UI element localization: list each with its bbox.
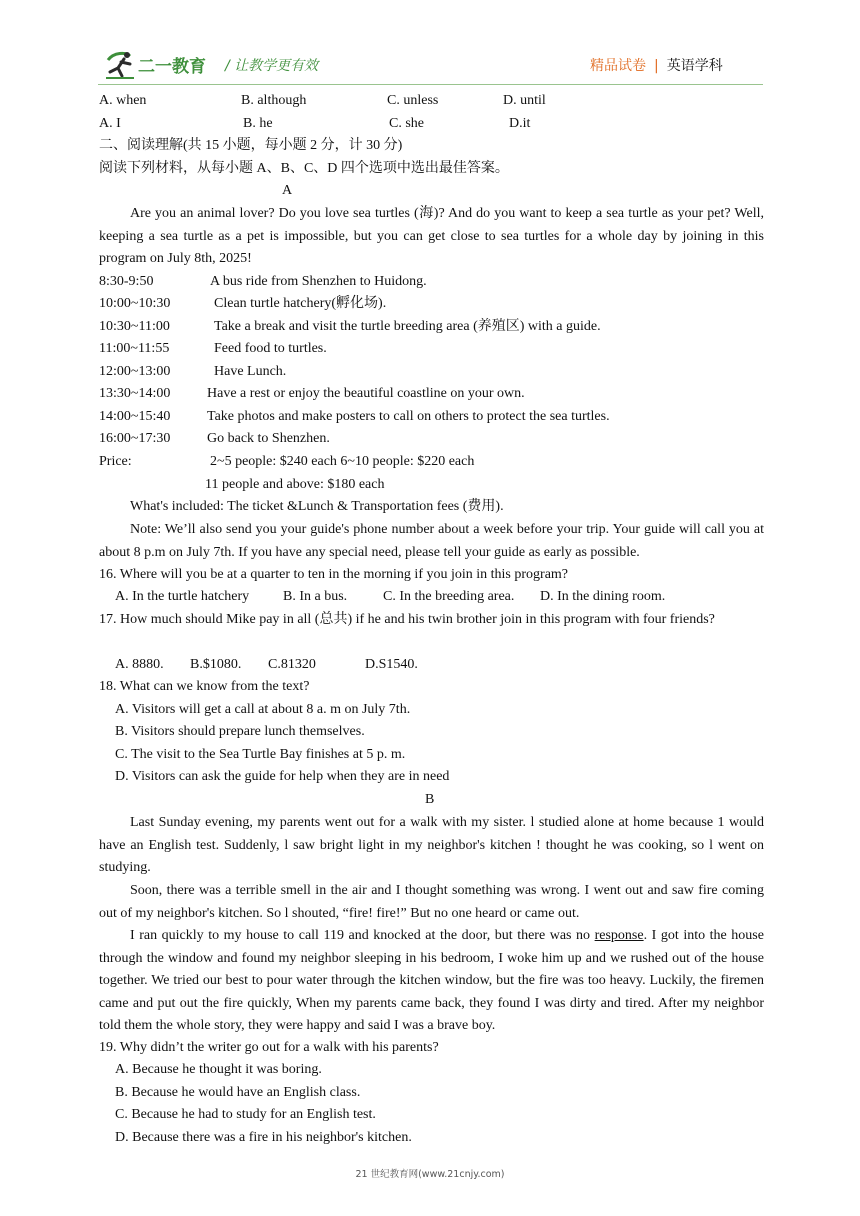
- option-d: D.S1540.: [365, 657, 418, 672]
- header-divider: [98, 84, 763, 85]
- option-a: A. when: [99, 93, 147, 108]
- question-19-stem: 19. Why didn’t the writer go out for a walk with his parents?: [99, 1040, 439, 1055]
- option-b: B. In a bus.: [283, 589, 348, 604]
- option-a: A. 8880.: [115, 657, 164, 672]
- option-b: B. he: [243, 116, 273, 131]
- note-text: Note: We’ll also send you your guide's phone number about a week before your trip. Your guide will call you at about 8 p.m on July 7th. If you have any special need, please tell your guide as early as possible.: [99, 522, 764, 560]
- question-18-stem: 18. What can we know from the text?: [99, 679, 310, 694]
- schedule-activity: Clean turtle hatchery(孵化场).: [214, 296, 387, 311]
- schedule-activity: Have Lunch.: [214, 364, 287, 379]
- passage-b-paragraph-3: I ran quickly to my house to call 119 and knocked at the door, but there was no response. I got into the house through the window and found my neighbor sleeping in his bedroom, I woke him up and we rushed out of the house together. We tried our best to pour water through the kitchen window, but the fire was too heavy. Luckily, the firemen came and put out the fire quickly, When my parents came back, they found I was dirty and tired. After my neighbor told them the whole story, they were happy and said I was a brave boy.: [99, 928, 764, 1033]
- question-18-option-c: C. The visit to the Sea Turtle Bay finishes at 5 p. m.: [115, 747, 406, 762]
- slogan: / 让教学更有效: [225, 58, 319, 74]
- option-a: A. In the turtle hatchery: [115, 589, 250, 604]
- question-19-option-d: D. Because there was a fire in his neighbor's kitchen.: [115, 1130, 412, 1145]
- option-b: B.$1080.: [190, 657, 242, 672]
- subject-label: 英语学科: [666, 58, 723, 74]
- option-d: D. In the dining room.: [540, 589, 666, 604]
- schedule-time: 10:00~10:30: [99, 296, 171, 311]
- page-footer: 21 世纪教育网(www.21cnjy.com): [355, 1169, 505, 1180]
- question-18-option-b: B. Visitors should prepare lunch themselves.: [115, 724, 365, 739]
- question-16-stem: 16. Where will you be at a quarter to ten in the morning if you join in this program?: [99, 567, 569, 582]
- schedule-activity: Feed food to turtles.: [214, 341, 327, 356]
- schedule-time: 12:00~13:00: [99, 364, 171, 379]
- price-line-2: 11 people and above: $180 each: [205, 477, 385, 492]
- question-17-stem: 17. How much should Mike pay in all (总共) if he and his twin brother join in this program with four friends?: [99, 612, 715, 627]
- question-19-option-c: C. Because he had to study for an English test.: [115, 1107, 376, 1122]
- option-c: C. she: [389, 116, 424, 131]
- page-header: [0, 0, 860, 90]
- schedule-activity: Take photos and make posters to call on others to protect the sea turtles.: [207, 409, 610, 424]
- included-text: What's included: The ticket &Lunch & Transportation fees (费用).: [130, 499, 504, 514]
- option-d: D. until: [503, 93, 546, 108]
- price-line-1: 2~5 people: $240 each 6~10 people: $220 each: [210, 454, 475, 469]
- option-c: C. unless: [387, 93, 439, 108]
- option-c: C. In the breeding area.: [383, 589, 515, 604]
- option-c: C.81320: [268, 657, 316, 672]
- schedule-time: 13:30~14:00: [99, 386, 171, 401]
- logo-icon: [104, 48, 216, 82]
- logo-text: 二一教育: [138, 57, 206, 77]
- question-18-option-a: A. Visitors will get a call at about 8 a. m on July 7th.: [115, 702, 411, 717]
- underlined-word: response: [594, 928, 644, 943]
- price-label: Price:: [99, 454, 132, 469]
- option-d: D.it: [509, 116, 531, 131]
- passage-b-paragraph-1: Last Sunday evening, my parents went out for a walk with my sister. l studied alone at home because 1 would have an English test. Suddenly, l saw bright light in my neighbor's kitchen ! thought he was cooking, so l went on studying.: [99, 815, 764, 875]
- schedule-time: 14:00~15:40: [99, 409, 171, 424]
- schedule-time: 16:00~17:30: [99, 431, 171, 446]
- premium-label: 精品试卷: [590, 58, 646, 74]
- header-subject: [590, 55, 723, 75]
- section-2-instructions: 阅读下列材料，从每小题 A、B、C、D 四个选项中选出最佳答案。: [99, 161, 509, 176]
- passage-a-intro: Are you an animal lover? Do you love sea turtles (海)? And do you want to keep a sea turtle as your pet? Well, keeping a sea turtle as a pet is impossible, but you can get close to sea turtles for a whole day by joining in this program on July 8th, 2025!: [99, 206, 764, 266]
- passage-b-label: B: [425, 792, 435, 807]
- option-a: A. I: [99, 116, 121, 131]
- section-2-title: 二、阅读理解(共 15 小题，每小题 2 分，计 30 分): [99, 138, 403, 153]
- option-b: B. although: [241, 93, 307, 108]
- question-19-option-b: B. Because he would have an English class.: [115, 1085, 361, 1100]
- schedule-activity: Go back to Shenzhen.: [207, 431, 330, 446]
- question-19-option-a: A. Because he thought it was boring.: [115, 1062, 322, 1077]
- schedule-time: 11:00~11:55: [99, 341, 170, 356]
- schedule-time: 10:30~11:00: [99, 319, 170, 334]
- passage-b-paragraph-2: Soon, there was a terrible smell in the air and I thought something was wrong. I went out and saw fire coming out of my neighbor's kitchen. So l shouted, “fire! fire!” But no one heard or came out.: [99, 883, 764, 921]
- schedule-time: 8:30-9:50: [99, 274, 154, 289]
- question-18-option-d: D. Visitors can ask the guide for help when they are in need: [115, 769, 450, 784]
- header-separator: |: [654, 58, 659, 74]
- schedule-activity: Take a break and visit the turtle breeding area (养殖区) with a guide.: [214, 319, 601, 334]
- schedule-activity: Have a rest or enjoy the beautiful coastline on your own.: [207, 386, 525, 401]
- schedule-activity: A bus ride from Shenzhen to Huidong.: [210, 274, 427, 289]
- passage-a-label: A: [282, 183, 293, 198]
